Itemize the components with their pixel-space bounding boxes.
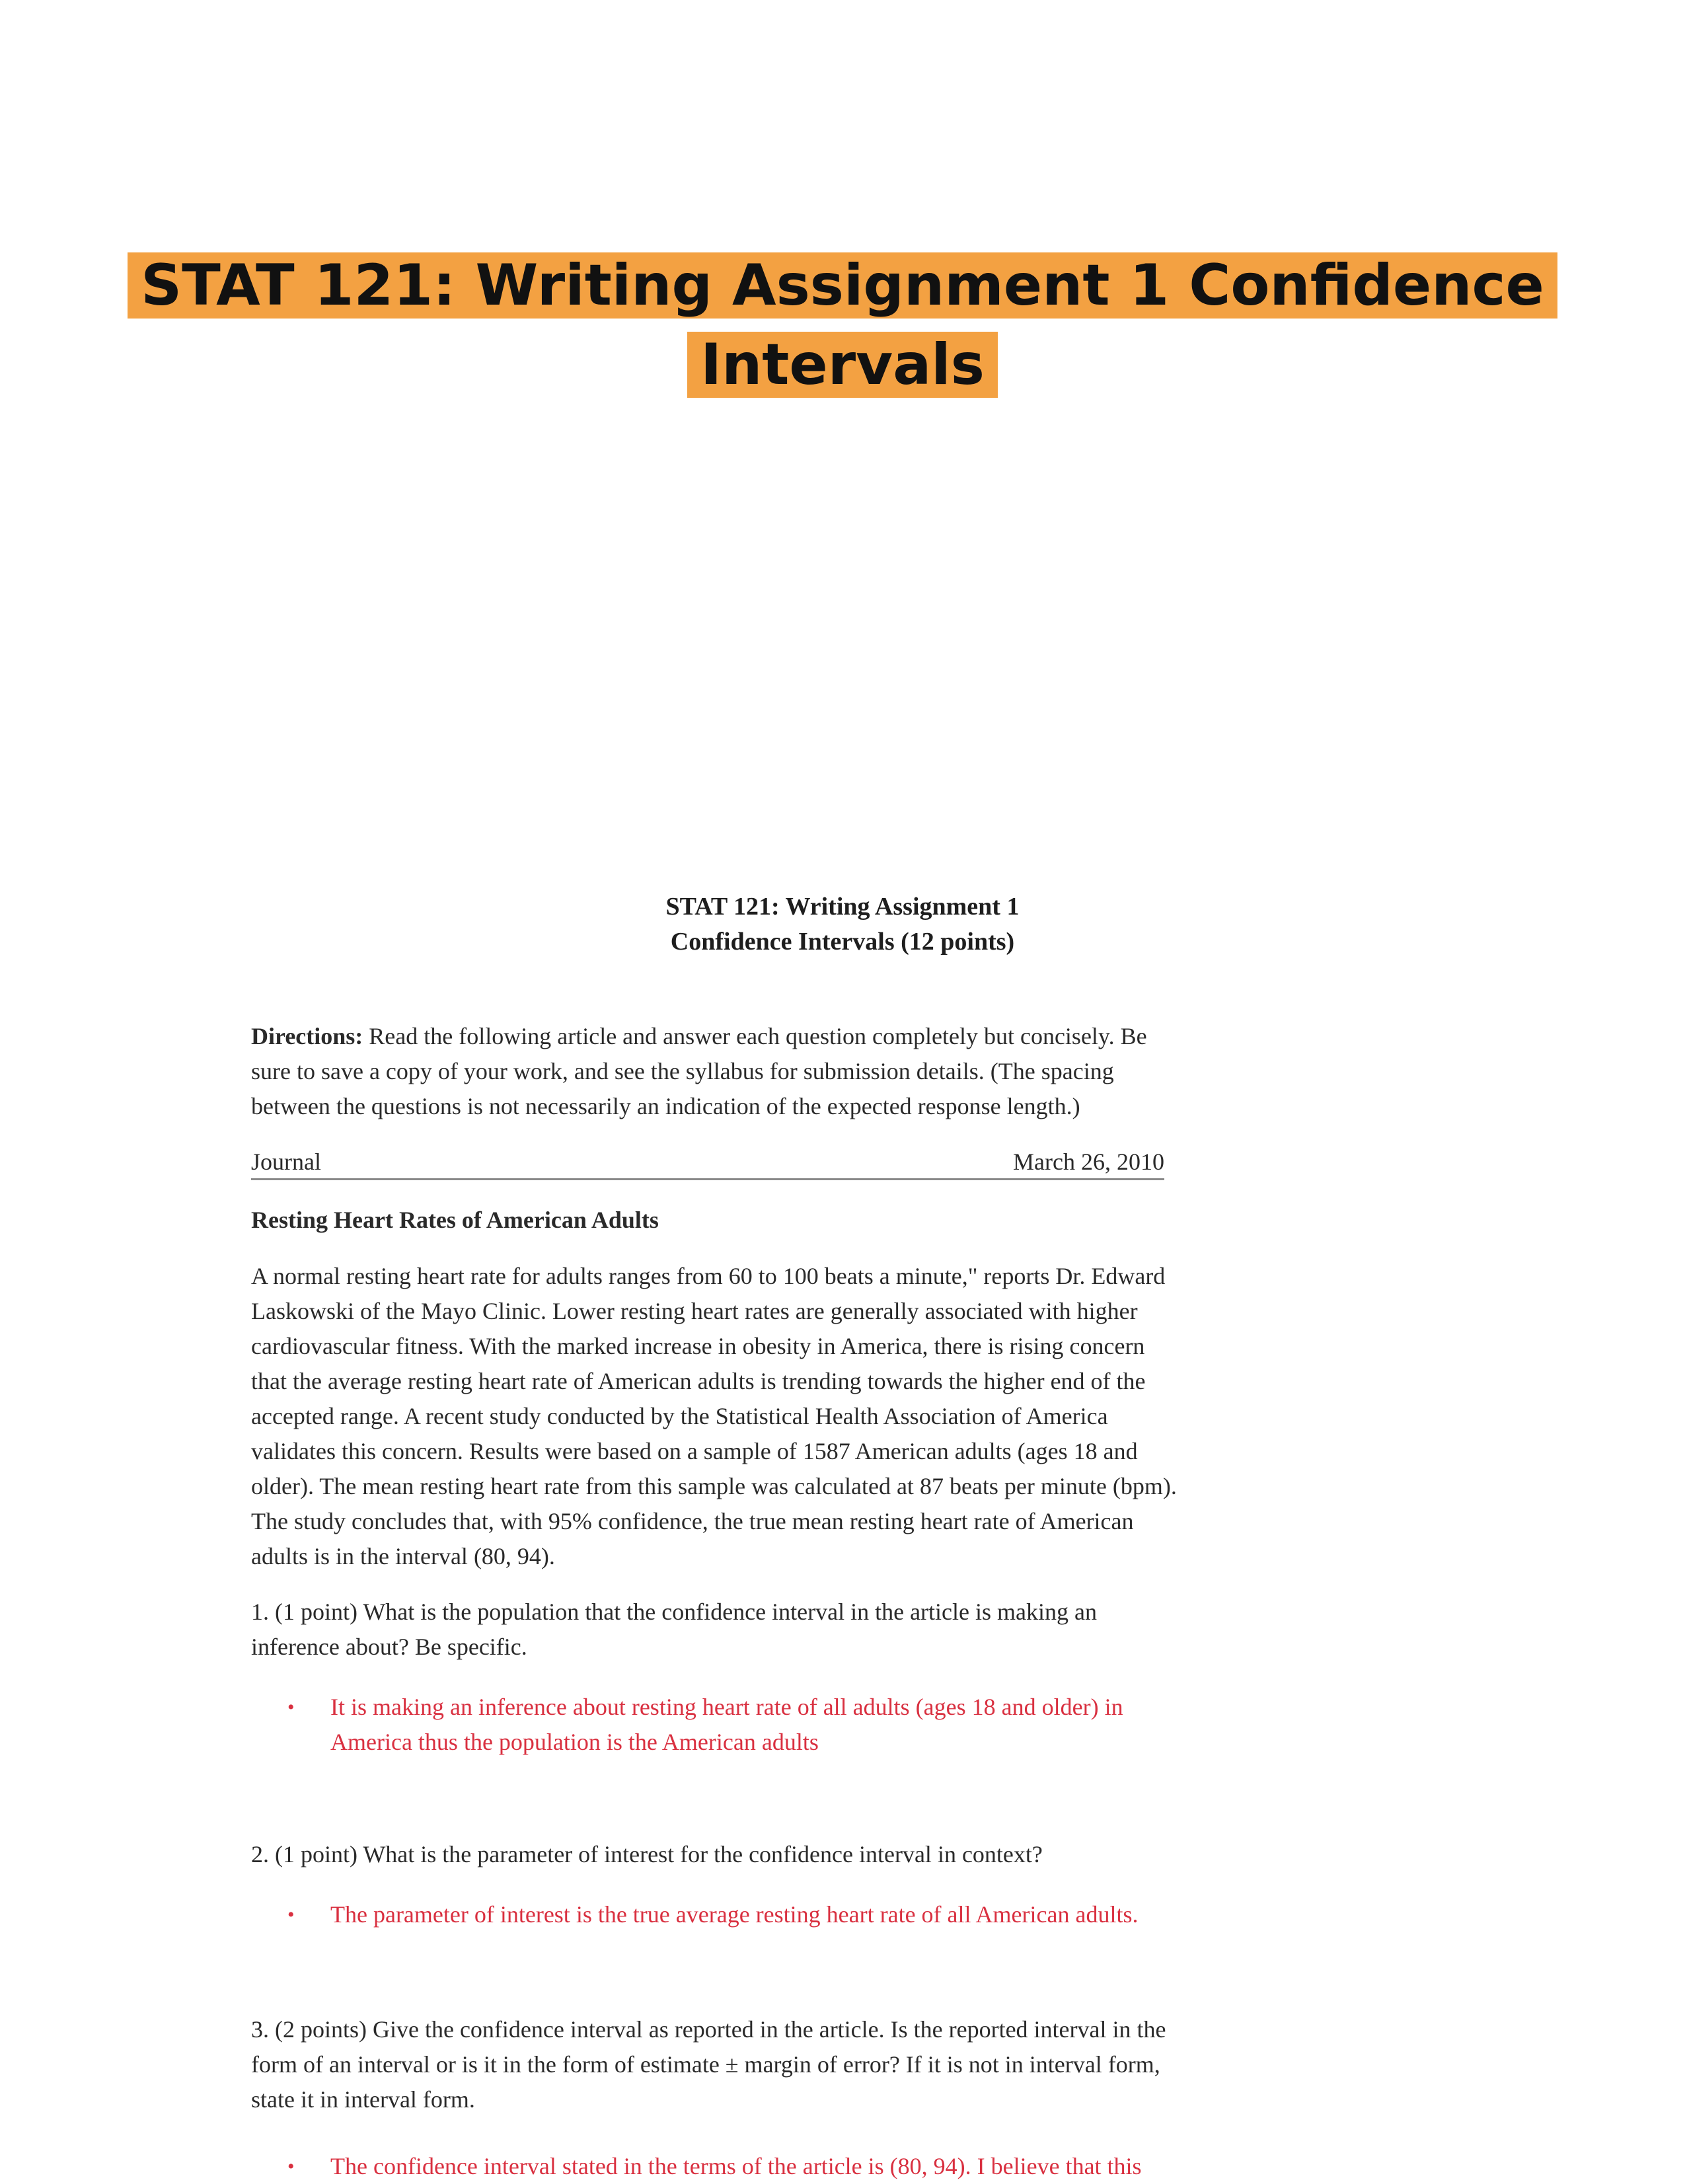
journal-date: March 26, 2010 xyxy=(1013,1148,1164,1175)
document-subtitle: Confidence Intervals (12 points) xyxy=(670,928,1015,956)
article-line: validates this concern. Results were based on a sample of 1587 American adults (ages 18 and xyxy=(251,1438,1138,1464)
journal-label: Journal xyxy=(251,1148,321,1175)
directions-line xyxy=(251,1019,1147,1054)
document-title: STAT 121: Writing Assignment 1 xyxy=(665,893,1020,921)
directions-paragraph xyxy=(251,1019,1147,1124)
article-line: Laskowski of the Mayo Clinic. Lower resting heart rates are generally associated with higher xyxy=(251,1298,1138,1324)
bullet-icon: • xyxy=(287,1904,295,1926)
question-line: form of an interval or is it in the form of estimate ± margin of error? If it is not in interval form, xyxy=(251,2051,1160,2078)
answer-line: America thus the population is the American adults xyxy=(330,1729,819,1755)
question-line: 2. (1 point) What is the parameter of interest for the confidence interval in context? xyxy=(251,1841,1043,1867)
directions-line: between the questions is not necessarily an indication of the expected response length.) xyxy=(251,1093,1080,1119)
article-line: older). The mean resting heart rate from this sample was calculated at 87 beats per minute (bpm). xyxy=(251,1473,1177,1499)
article-line: that the average resting heart rate of American adults is trending towards the higher end of the xyxy=(251,1368,1146,1394)
page-title xyxy=(0,246,1685,404)
article-line: A normal resting heart rate for adults ranges from 60 to 100 beats a minute," reports Dr. Edward xyxy=(251,1263,1166,1289)
answer-line: The confidence interval stated in the terms of the article is (80, 94). I believe that this xyxy=(330,2153,1142,2179)
question-line: 3. (2 points) Give the confidence interval as reported in the article. Is the reported interval in the xyxy=(251,2016,1166,2043)
question-1 xyxy=(251,1595,1097,1665)
answer-text xyxy=(330,2149,1142,2184)
answer-text xyxy=(330,1897,1138,1932)
article-heading: Resting Heart Rates of American Adults xyxy=(251,1207,659,1233)
question-2 xyxy=(251,1837,1043,1872)
answer-line: The parameter of interest is the true average resting heart rate of all American adults. xyxy=(330,1901,1139,1928)
bullet-icon: • xyxy=(287,2156,295,2177)
answer-text xyxy=(330,1690,1123,1760)
article-line: adults is in the interval (80, 94). xyxy=(251,1543,555,1569)
directions-line-text: Read the following article and answer each question completely but concisely. Be xyxy=(369,1023,1147,1049)
question-line: 1. (1 point) What is the population that the confidence interval in the article is making an xyxy=(251,1599,1097,1625)
question-line: inference about? Be specific. xyxy=(251,1634,527,1660)
article-line: The study concludes that, with 95% confidence, the true mean resting heart rate of American xyxy=(251,1508,1134,1534)
journal-dateline xyxy=(251,1145,1164,1180)
question-line: state it in interval form. xyxy=(251,2086,475,2113)
bullet-icon: • xyxy=(287,1696,295,1718)
directions-label: Directions: xyxy=(251,1023,363,1049)
page-title-text: STAT 121: Writing Assignment 1 Confidence Intervals xyxy=(128,252,1557,398)
article-body xyxy=(251,1259,1177,1574)
question-3 xyxy=(251,2012,1166,2117)
directions-line: sure to save a copy of your work, and see the syllabus for submission details. (The spacing xyxy=(251,1058,1114,1084)
article-line: accepted range. A recent study conducted by the Statistical Health Association of America xyxy=(251,1403,1108,1429)
answer-line: It is making an inference about resting heart rate of all adults (ages 18 and older) in xyxy=(330,1694,1123,1720)
article-line: cardiovascular fitness. With the marked increase in obesity in America, there is rising concern xyxy=(251,1333,1145,1359)
